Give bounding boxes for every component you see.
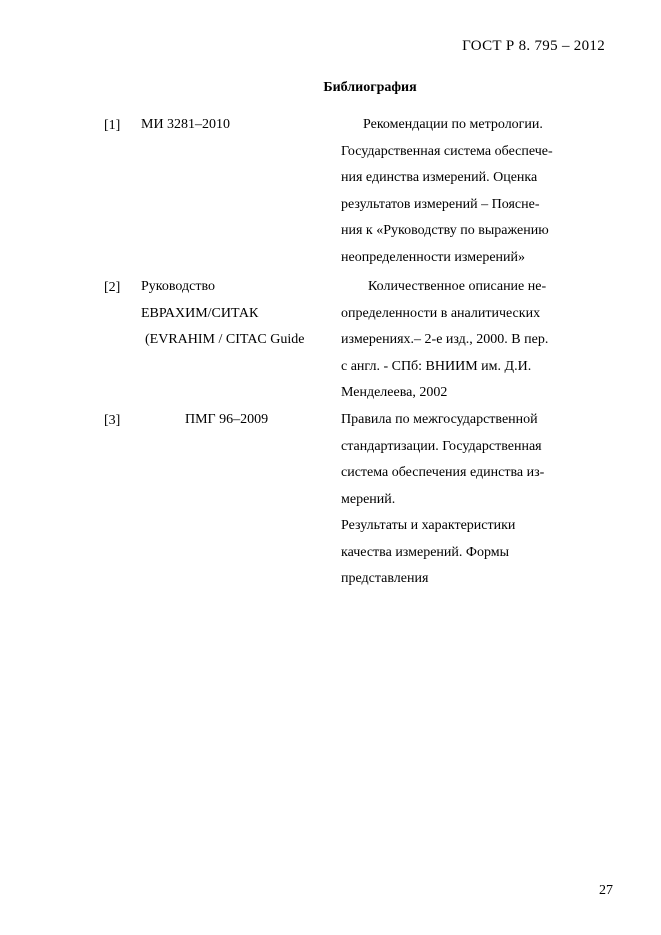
entry-description [341, 112, 586, 271]
entry-description-line: Количественное описание не- [368, 279, 547, 294]
entry-source [141, 112, 230, 139]
entry-description-line: определенности в аналитических [341, 305, 541, 321]
entry-description-line: ния к «Руководству по выражению [341, 223, 549, 238]
entry-description-line: ния единства измерений. Оценка [341, 170, 538, 185]
entry-source [185, 407, 268, 434]
entry-source-line: ЕВРАХИМ/СИТАК [141, 305, 259, 321]
entry-description-line: мерений. [341, 491, 396, 507]
section-title: Библиография [323, 80, 417, 95]
entry-source-line: МИ 3281–2010 [141, 117, 231, 132]
entry-description-line: измерениях.– 2-е изд., 2000. В пер. [341, 332, 549, 347]
entry-source-line: Руководство [141, 279, 215, 294]
entry-description-line: Государственная система обеспече- [341, 143, 553, 159]
entry-source-line: (EVRAHIM / CITAC Guide [145, 332, 305, 347]
entry-description-line: система обеспечения единства из- [341, 465, 545, 480]
entry-description [341, 274, 586, 407]
entry-number: [1] [104, 118, 121, 133]
entry-number: [3] [104, 413, 121, 428]
entry-source-line: ПМГ 96–2009 [185, 412, 269, 427]
entry-source [141, 274, 304, 354]
page-number: 27 [599, 883, 613, 898]
entry-description-line: качества измерений. Формы [341, 544, 510, 560]
entry-description-line: представления [341, 571, 429, 586]
entry-description-line: результатов измерений – Поясне- [341, 196, 540, 212]
entry-description-line: Результаты и характеристики [341, 518, 516, 533]
entry-number: [2] [104, 280, 121, 295]
entry-description-line: Менделеева, 2002 [341, 385, 448, 400]
entry-description [341, 407, 586, 593]
entry-description-line: неопределенности измерений» [341, 249, 526, 265]
entry-description-line: стандартизации. Государственная [341, 438, 542, 454]
entry-description-line: Рекомендации по метрологии. [363, 117, 543, 132]
document-header: ГОСТ Р 8. 795 – 2012 [462, 38, 605, 54]
entry-description-line: с англ. - СПб: ВНИИМ им. Д.И. [341, 358, 532, 374]
entry-description-line: Правила по межгосударственной [341, 412, 538, 427]
